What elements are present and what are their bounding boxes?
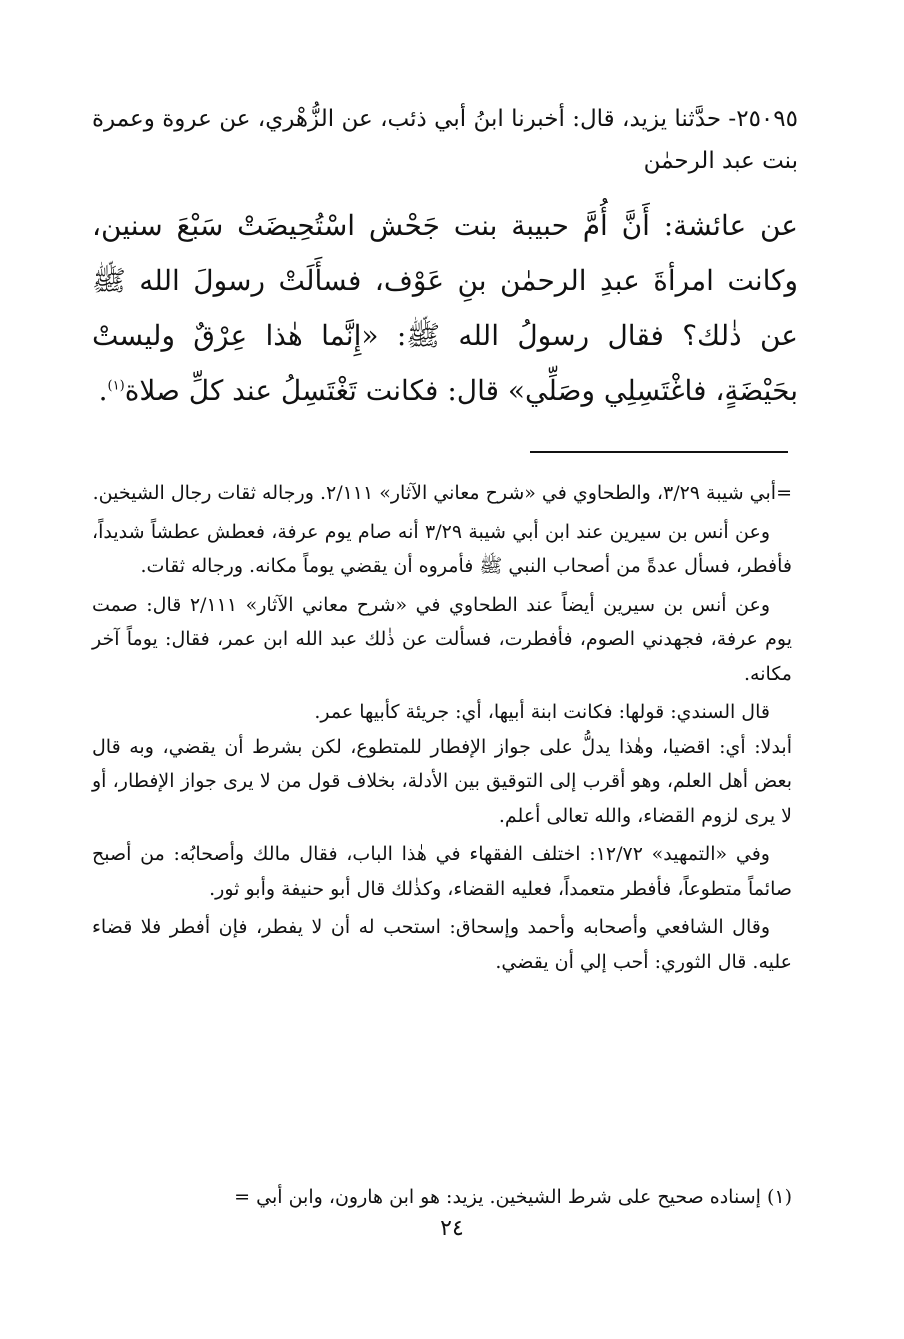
note-paragraph: =أبي شيبة ٣/٢٩، والطحاوي في «شرح معاني الآثار» ٢/١١١. ورجاله ثقات رجال الشيخين. [92,482,792,504]
note-paragraph: وفي «التمهيد» ١٢/٧٢: اختلف الفقهاء في هٰذا الباب، فقال مالك وأصحابُه: من أصبح صائماً متطوعاً، فأفطر متعمداً، فعليه القضاء، وكذٰلك قال أبو حنيفة وأبو ثور. [92,843,792,900]
footnote-separator [530,451,788,453]
note-paragraph: وعن أنس بن سيرين عند ابن أبي شيبة ٣/٢٩ أنه صام يوم عرفة، فعطش عطشاً شديداً، فأفطر، فسأل عدةً من أصحاب النبي ﷺ فأمروه أن يقضي يوماً مكانه. ورجاله ثقات. [92,520,792,577]
note-paragraph: وعن أنس بن سيرين أيضاً عند الطحاوي في «شرح معاني الآثار» ٢/١١١ قال: صمت يوم عرفة، فجهدني الصوم، فأفطرت، فسألت عن ذٰلك عبد الله ابن عمر، فقال: يوماً آخر مكانه. [92,593,792,685]
hadith-isnad: ٢٥٠٩٥- حدَّثنا يزيد، قال: أخبرنا ابنُ أبي ذئب، عن الزُّهْري، عن عروة وعمرة بنت عبد الرحمٰن [92,106,798,174]
notes-section [92,476,792,979]
footnote-marker: (١) [107,378,125,394]
page-number: ٢٤ [440,1216,464,1241]
hadith-matn-paragraph: عن عائشة: أَنَّ أُمَّ حبيبة بنت جَحْش اسْتُحِيضَتْ سَبْعَ سنين، وكانت امرأةَ عبدِ الرحمٰن بنِ عَوْف، فسأَلَتْ رسولَ الله ﷺ عن ذٰلك؟ فقال رسولُ الله ﷺ: «إِنَّما هٰذا عِرْقٌ وليستْ بحَيْضَةٍ، فاغْتَسِلِي وصَلِّي» قال: فكانت تَغْتَسِلُ عند كلِّ صلاة$^{(١)}$. [92,209,798,407]
note-paragraph: أبدلا: أي: اقضيا، وهٰذا يدلُّ على جواز الإفطار للمتطوع، لكن بشرط أن يقضي، وبه قال بعض أهل العلم، وهو أقرب إلى التوقيق بين الأدلة، بخلاف قول من لا يرى جواز الإفطار، أو لا يرى لزوم القضاء، والله تعالى أعلم. [92,735,792,827]
note-paragraph: قال السندي: قولها: فكانت ابنة أبيها، أي: جريئة كأبيها عمر. [314,701,770,723]
hadith-matn: عن عائشة: أَنَّ أُمَّ حبيبة بنت جَحْش اسْتُحِيضَتْ سَبْعَ سنين، وكانت امرأةَ عبدِ الرحمٰن بنِ عَوْف، فسأَلَتْ رسولَ الله ﷺ عن ذٰلك؟ فقال رسولُ الله ﷺ: «إِنَّما هٰذا عِرْقٌ وليستْ بحَيْضَةٍ، فاغْتَسِلِي وصَلِّي» قال: فكانت تَغْتَسِلُ عند كلِّ صلاة [92,209,798,407]
note-paragraph: وقال الشافعي وأصحابه وأحمد وإسحاق: استحب له أن لا يفطر، فإن أفطر فلا قضاء عليه. قال الثوري: أحب إلي أن يقضي. [92,916,792,973]
footnote-text: (١) إسناده صحيح على شرط الشيخين. يزيد: هو ابن هارون، وابن أبي = [234,1186,792,1208]
